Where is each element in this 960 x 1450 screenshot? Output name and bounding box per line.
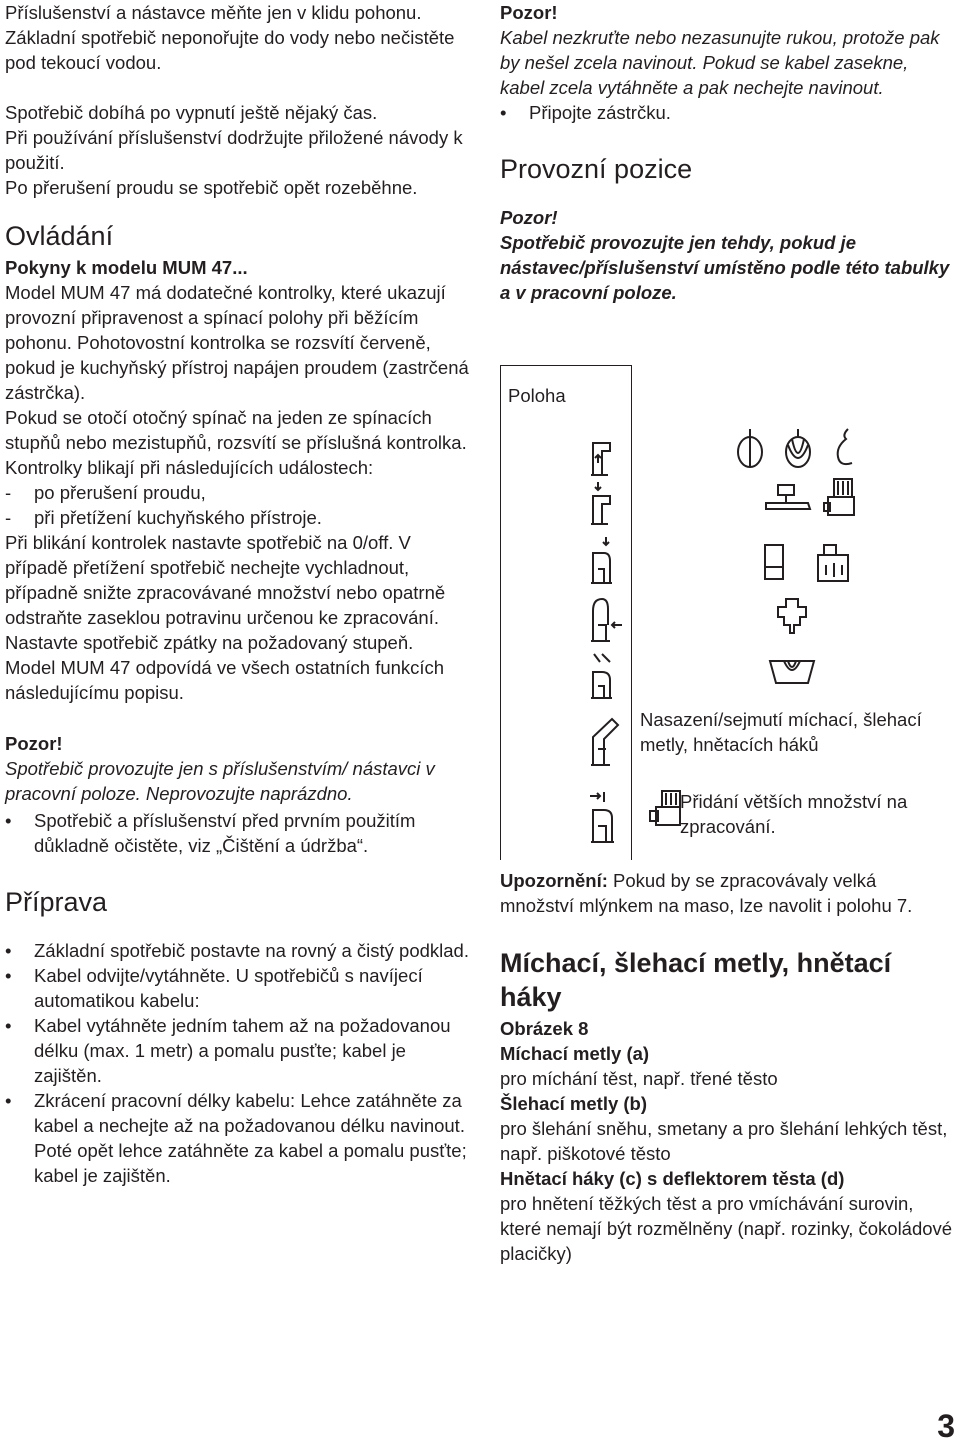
- kneading-hook-text: pro hnětení těžkých těst a pro vmíchávání surovin, které nemají být rozmělněny (např. rozinky, čokoládové placičky): [500, 1193, 953, 1264]
- dash-item-overload: - při přetížení kuchyňského přístroje.: [5, 507, 322, 528]
- bullet-plug: • Připojte zástrčku.: [500, 100, 955, 125]
- paragraph-switch: Pokud se otočí otočný spínač na jeden ze spínacích stupňů nebo mezistupňů, rozsvítí se příslušná kontrolka.: [5, 407, 467, 453]
- note-label: Upozornění:: [500, 870, 608, 891]
- dash-item-power-text: po přerušení proudu,: [34, 482, 206, 503]
- table-row-mixing-text: Nasazení/sejmutí míchací, šlehací metly, hnětacích háků: [640, 709, 922, 755]
- note-paragraph: [500, 868, 955, 918]
- warning-label-cable: Pozor!: [500, 2, 558, 23]
- warning-label: Pozor!: [5, 733, 63, 754]
- prep-bullet-1: • Základní spotřebič postavte na rovný a čistý podklad.: [5, 938, 475, 963]
- mixing-whisk-icon: [732, 427, 768, 469]
- position-4-icon: [588, 595, 624, 643]
- subheading-mum47: Pokyny k modelu MUM 47...: [5, 257, 248, 278]
- warning-text-position: Spotřebič provozujte jen tehdy, pokud je nástavec/příslušenství umístěno podle této tabulky a v pracovní poloze.: [500, 232, 950, 303]
- citrus-press-icon: [772, 597, 812, 637]
- position-table: [500, 365, 955, 860]
- paragraph-instructions: Při používání příslušenství dodržujte přiložené návody k použití.: [5, 127, 463, 173]
- page-number: 3: [937, 1408, 955, 1444]
- paragraph-blink-action: Při blikání kontrolek nastavte spotřebič na 0/off. V případě přetížení spotřebič nechejte vychladnout, případně snižte zpracovávané množství nebo opatrně odstraňte zaseklou potravinu určenou ke zpracování. Nastavte spotřebič zpátky na požadovaný stupeň.: [5, 532, 446, 653]
- blender-attachment-icon: [762, 543, 788, 583]
- prep-bullet-2: • Kabel odvijte/vytáhněte. U spotřebičů s navíjecí automatikou kabelu:: [5, 963, 475, 1013]
- right-column-lower: [500, 868, 955, 1266]
- whipping-whisk-title: Šlehací metly (b): [500, 1093, 648, 1114]
- position-arm-up-icon: [588, 433, 618, 477]
- dash-item-power: - po přerušení proudu,: [5, 482, 206, 503]
- mixing-whisk-text: pro míchání těst, např. třené těsto: [500, 1068, 778, 1089]
- dash-item-overload-text: při přetížení kuchyňského přístroje.: [34, 507, 322, 528]
- heading-ovladani: Ovládání: [5, 221, 114, 251]
- position-7-icon: [588, 790, 624, 844]
- prep-bullet-3: • Kabel vytáhněte jedním tahem až na požadovanou délku (max. 1 metr) a pomalu pusťte; kabel je zajištěn.: [5, 1013, 475, 1088]
- table-header-poloha: Poloha: [508, 385, 566, 406]
- paragraph-blinking: Kontrolky blikají při následujících událostech:: [5, 457, 374, 478]
- prep-bullet-4: • Zkrácení pracovní délky kabelu: Lehce zatáhněte za kabel a nechejte až na požadovanou délku navinout. Poté opět lehce zatáhněte za kabel a pomalu pusťte; kabel je zajištěn.: [5, 1088, 475, 1188]
- grinder-attachment-icon: [822, 477, 858, 521]
- note-text: Pokud by se zpracovávaly velká množství mlýnkem na maso, lze navolit i polohu 7.: [500, 870, 913, 916]
- heading-priprava: Příprava: [5, 887, 108, 917]
- paragraph-runs-on: Spotřebič dobíhá po vypnutí ještě nějaký čas.: [5, 102, 378, 123]
- mixing-whisk-title: Míchací metly (a): [500, 1043, 650, 1064]
- whipping-whisk-icon: [780, 427, 816, 469]
- kneading-hook-icon: [832, 427, 858, 469]
- position-3-icon: [588, 535, 618, 585]
- warning-label-position: Pozor!: [500, 207, 558, 228]
- warning-text: Spotřebič provozujte jen s příslušenstvím/ nástavci v pracovní poloze. Neprovozujte naprázdno.: [5, 758, 435, 804]
- position-5-icon: [588, 650, 622, 700]
- paragraph-accessories: Příslušenství a nástavce měňte jen v klidu pohonu. Základní spotřebič neponořujte do vody nebo nečistěte pod tekoucí vodou.: [5, 2, 455, 73]
- right-column: [500, 0, 955, 305]
- bowl-whisk-icon: [768, 653, 816, 685]
- left-column: [5, 0, 475, 1188]
- food-processor-icon: [814, 543, 854, 585]
- heading-metly: Míchací, šlehací metly, hnětací háky: [500, 948, 892, 1012]
- bullet-clean: • Spotřebič a příslušenství před prvním použitím důkladně očistěte, viz „Čištění a údržba“.: [5, 808, 475, 858]
- slicer-attachment-icon: [762, 483, 814, 517]
- position-2-icon: [588, 480, 618, 526]
- table-row-large-text: Přidání větších množství na zpracování.: [680, 791, 908, 837]
- meat-grinder-icon: [648, 789, 684, 833]
- kneading-hook-title: Hnětací háky (c) s deflektorem těsta (d): [500, 1168, 845, 1189]
- paragraph-power-interrupt: Po přerušení proudu se spotřebič opět rozeběhne.: [5, 177, 418, 198]
- figure-reference: Obrázek 8: [500, 1018, 589, 1039]
- whipping-whisk-text: pro šlehání sněhu, smetany a pro šlehání lehkých těst, např. piškotové těsto: [500, 1118, 948, 1164]
- paragraph-mum47-other: Model MUM 47 odpovídá ve všech ostatních funkcích následujícímu popisu.: [5, 657, 445, 703]
- heading-provozni-pozice: Provozní pozice: [500, 154, 693, 184]
- paragraph-mum47-lights: Model MUM 47 má dodatečné kontrolky, které ukazují provozní připravenost a spínací polohy při běžícím pohonu. Pohotovostní kontrolka se rozsvítí červeně, pokud je kuchyňský přístroj napájen proudem (zastrčená zástrčka).: [5, 282, 469, 403]
- position-6-icon: [588, 715, 622, 767]
- warning-text-cable: Kabel nezkruťte nebo nezasunujte rukou, protože pak by nešel zcela navinout. Pokud se kabel zasekne, kabel zcela vytáhněte a pak nechejte navinout.: [500, 27, 940, 98]
